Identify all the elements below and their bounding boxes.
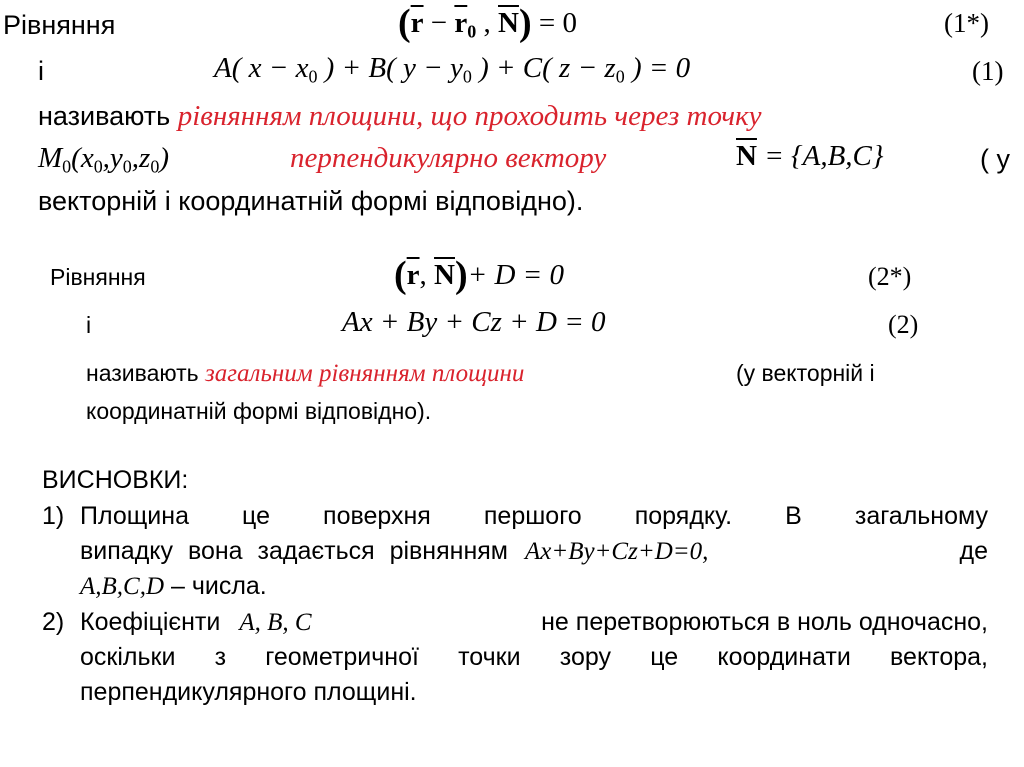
conclusion1-number: 1)	[42, 502, 65, 530]
block1-coord-equation: A( $x - x_0$ ) + B( $y - y_0$ ) + C( $z - z_0$ ) = 0	[214, 52, 691, 87]
block1-description-line3: векторній і координатній формі відповідно).	[38, 186, 584, 216]
conclusion1-line3: A,B,C,D – числа.	[80, 572, 267, 600]
block1-description-line1: називають рівнянням площини, що проходить через точку	[38, 100, 762, 132]
block1-tail1: ( у	[980, 144, 1010, 174]
conclusion2-line3: перпендикулярного площині.	[80, 678, 417, 706]
block1-label: Рівняння	[3, 10, 116, 40]
conclusion2-line2: оскільки з геометричної точки зору це координати вектора,	[80, 643, 988, 671]
block2-and: і	[86, 312, 92, 338]
block1-and: і	[38, 56, 44, 86]
block2-coord-equation: Ax + By + Cz + D = 0	[342, 306, 606, 338]
block2-description-line1: називають загальним рівнянням площини	[86, 360, 525, 387]
conclusions-heading: ВИСНОВКИ:	[42, 466, 189, 494]
block1-tag-vector: (1*)	[944, 8, 989, 38]
block2-tag-coord: (2)	[888, 310, 919, 339]
block1-vector-equation: ($\overline{r} - \overline{r}_0$ , $\overline{N}) = 0$	[398, 2, 577, 44]
block2-description-line2: координатній формі відповідно).	[86, 398, 432, 424]
block1-tag-coord: (1)	[972, 56, 1004, 86]
block1-description-line2	[38, 142, 169, 177]
block2-tail1: (у векторній і	[736, 360, 875, 386]
conclusion1-line1: Площина це поверхня першого порядку. В загальному	[80, 502, 988, 530]
conclusion2-number: 2)	[42, 608, 65, 636]
point-m0: $M_0(x_0,y_0,z_0)$	[38, 142, 169, 177]
block2-vector-equation: ($\overline{r}$, $\overline{N})+ D = 0$	[394, 254, 564, 296]
conclusion2-line1: Коефіцієнти A, B, C не перетворюються в ноль одночасно,	[80, 608, 988, 636]
block1-perpendicular-text: перпендикулярно вектору	[290, 142, 607, 174]
conclusion1-line2: випадку вона задається рівнянням Ax+By+Cz+D=0, де	[80, 537, 988, 565]
block1-vector-n: $\overline{N} = \{A,B,C\}$	[736, 140, 884, 172]
block2-tag-vector: (2*)	[868, 262, 912, 291]
block2-label: Рівняння	[50, 264, 146, 290]
